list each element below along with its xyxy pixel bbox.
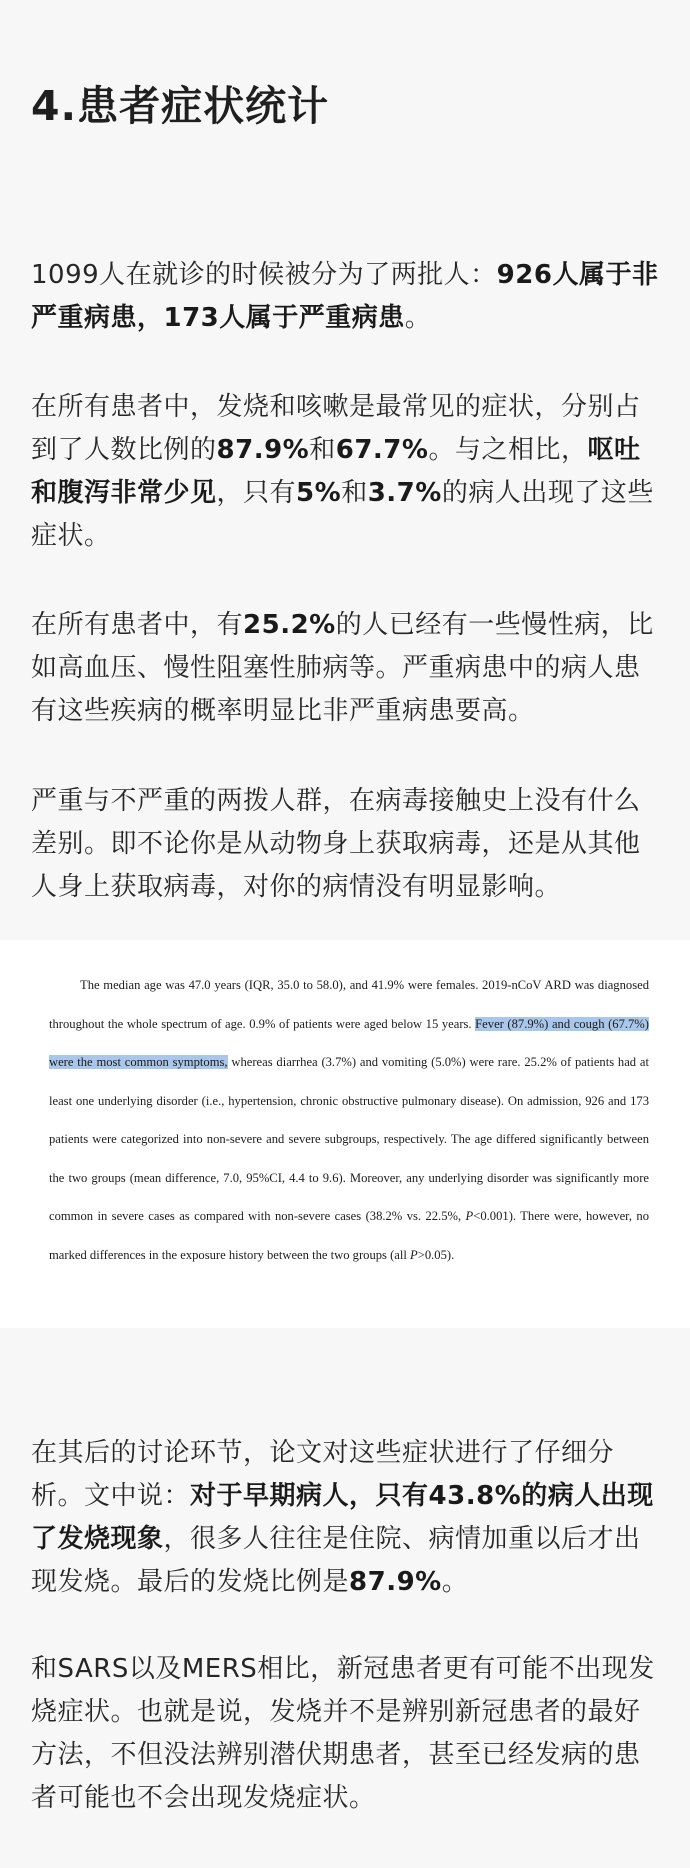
text: 。 [404,303,432,333]
text: 和SARS以及MERS相比，新冠患者更有可能不出现发烧症状。也就是说，发烧并不是辨别新冠患者的最好方法，不但没法辨别潜伏期患者，甚至已经发病的患者可能也不会出现发烧症状。 [31,1654,655,1813]
bold-text: 926人属于非严重病患，173人属于严重病患 [31,260,659,333]
excerpt-text: The median age was 47.0 years (IQR, 35.0 to 58.0), and 41.9% were females. 2019-nCoV ARD was diagnosed throughout the whole spectrum of age. 0.9% of patients were aged below 15 years. [49,978,649,1031]
bold-text: 3.7% [367,478,442,508]
paragraph-patient-groups [31,254,661,340]
text: 在所有患者中，有 [31,610,244,640]
highlighted-sentence: Fever (87.9%) and cough (67.7%) were the most common symptoms, [49,1016,649,1069]
bold-text: 67.7% [335,435,429,465]
excerpt-text: <0.001). There were, however, no marked differences in the exposure history between the two groups (all [49,1209,649,1262]
paragraph-chronic-disease [31,604,661,733]
text: 严重与不严重的两拨人群，在病毒接触史上没有什么差别。即不论你是从动物身上获取病毒，还是从其他人身上获取病毒，对你的病情没有明显影响。 [31,786,641,902]
bold-text: 87.9% [349,1567,442,1597]
bold-text: 呕吐和腹泻非常少见 [31,435,641,508]
bold-text: 对于早期病人，只有43.8%的病人出现了发烧现象 [31,1481,654,1554]
excerpt-text: whereas diarrhea (3.7%) and vomiting (5.0%) were rare. 25.2% of patients had at least one underlying disorder (i.e., hypertension, chronic obstructive pulmonary disease). On admission, 926 and 173 patients were categorized into non-severe and severe subgroups, respectively. The age differed significantly between the two groups (mean difference, 7.0, 95%CI, 4.4 to 9.6). Moreover, any underlying disorder was significantly more common in severe cases as compared with non-severe cases (38.2% vs. 22.5%, [49,1055,649,1223]
italic-p: P [465,1209,474,1223]
paragraph-comparison-sars-mers [31,1648,661,1820]
text: 和 [309,435,336,465]
section-heading: 4.患者症状统计 [31,82,330,130]
text: 和 [341,478,368,508]
paragraph-common-symptoms [31,386,661,558]
text: 。与之相比， [428,435,588,465]
italic-p: P [410,1247,418,1262]
paragraph-discussion [31,1432,661,1604]
text: ，只有 [216,478,297,508]
paper-excerpt-text [49,966,649,1274]
bold-text: 5% [296,478,342,508]
paper-excerpt-image [0,940,690,1328]
paragraph-exposure-history [31,780,661,909]
text: 在其后的讨论环节，论文对这些症状进行了仔细分析。文中说： [31,1438,615,1511]
text: 在所有患者中，发烧和咳嗽是最常见的症状，分别占到了人数比例的 [31,392,641,465]
excerpt-text: >0.05). [417,1247,455,1262]
text: 的人已经有一些慢性病，比如高血压、慢性阻塞性肺病等。严重病患中的病人患有这些疾病的概率明显比非严重病患要高。 [31,610,654,726]
bold-text: 87.9% [216,435,310,465]
text: ，很多人往往是住院、病情加重以后才出现发烧。最后的发烧比例是 [31,1524,641,1597]
bold-text: 25.2% [243,610,336,640]
text: 的病人出现了这些症状。 [31,478,654,551]
text: 1099人在就诊的时候被分为了两批人： [31,260,497,290]
text: 。 [441,1567,469,1597]
